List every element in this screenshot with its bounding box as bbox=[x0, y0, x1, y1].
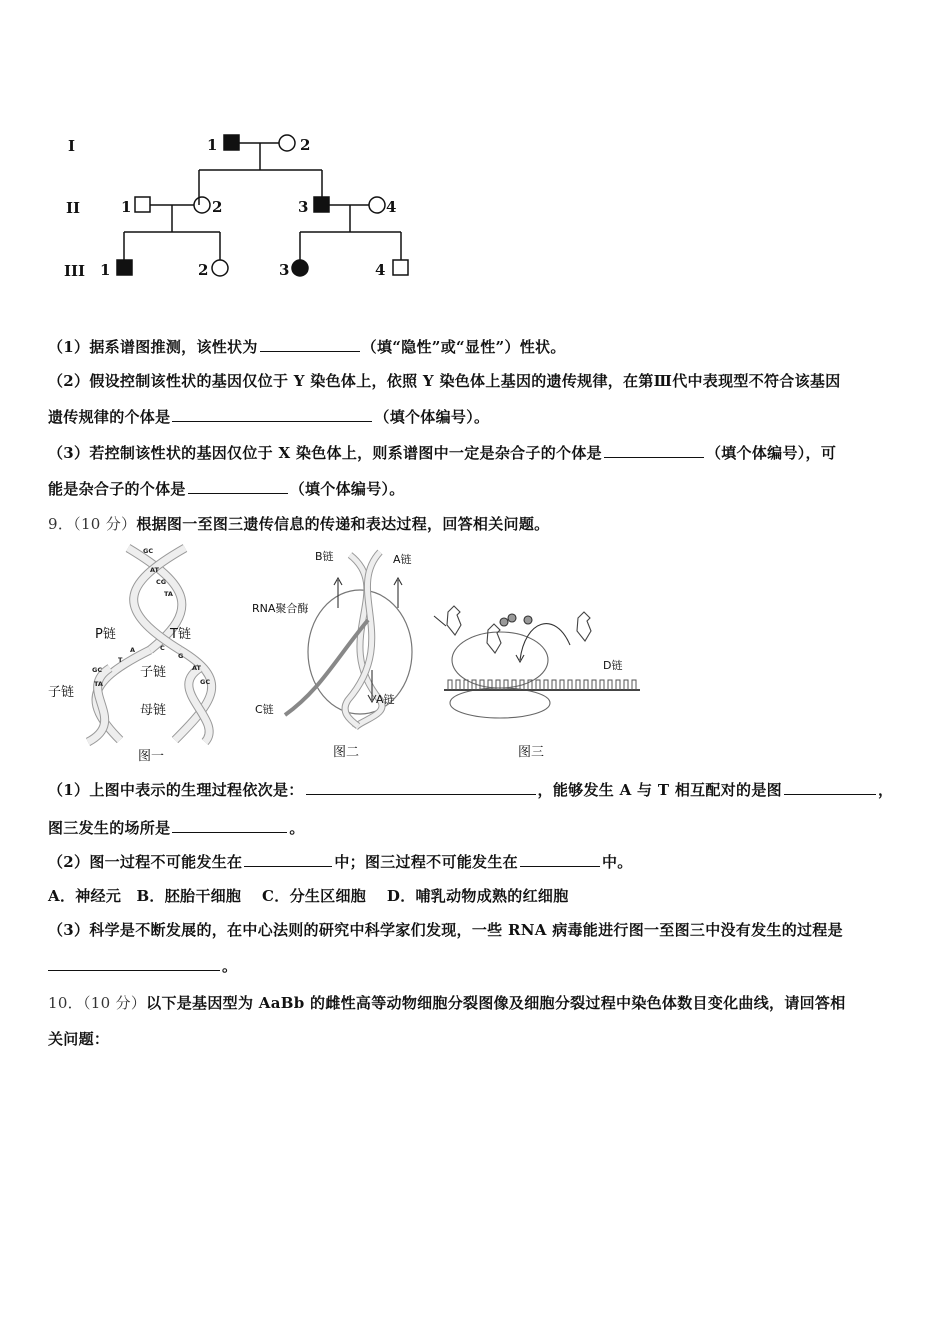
fig1-pair-8: GC bbox=[200, 678, 211, 686]
fig1-p-chain-label: P链 bbox=[95, 627, 116, 642]
fig1-base-a: A bbox=[130, 646, 136, 654]
q8-part3-mid: （填个体编号），可 bbox=[705, 444, 837, 462]
q9-part2-blank-2[interactable] bbox=[520, 852, 600, 867]
amino-acid-3 bbox=[524, 616, 532, 624]
q9-title: 根据图一至图三遗传信息的传递和表达过程，回答相关问题。 bbox=[136, 515, 550, 533]
figure-2-transcription bbox=[252, 549, 412, 760]
q10-number: 10．（10 分） bbox=[48, 994, 147, 1012]
q8-part1-blank[interactable] bbox=[260, 337, 360, 352]
q8-part3-suffix: （填个体编号）。 bbox=[289, 480, 405, 498]
q9-part2-suffix: 中。 bbox=[601, 853, 633, 871]
codon-teeth bbox=[448, 680, 636, 690]
gen3-male-4 bbox=[393, 260, 408, 275]
fig2-c-chain-label: C链 bbox=[255, 703, 274, 716]
q9-part3-line1 bbox=[48, 919, 843, 940]
q8-part3-text: （3）若控制该性状的基因仅位于 X 染色体上，则系谱图中一定是杂合子的个体是 bbox=[48, 444, 602, 462]
gen2-num-3: 3 bbox=[298, 198, 309, 216]
gen3-num-3: 3 bbox=[279, 261, 290, 279]
gen3-num-2: 2 bbox=[198, 261, 209, 279]
fig1-pair-3: CG bbox=[156, 578, 167, 586]
q8-part2-line2 bbox=[48, 406, 489, 427]
gen1-female-2 bbox=[279, 135, 295, 151]
trna-left bbox=[447, 606, 461, 635]
q8-part1 bbox=[48, 336, 566, 357]
gen2-female-2 bbox=[194, 197, 210, 213]
q10-text-cont: 关问题： bbox=[48, 1030, 110, 1048]
gen3-female-2 bbox=[212, 260, 228, 276]
q9-options bbox=[48, 885, 569, 906]
q9-part1-period: 。 bbox=[289, 819, 305, 837]
trna-middle bbox=[487, 624, 501, 653]
q8-part2-prefix: 遗传规律的个体是 bbox=[48, 408, 171, 426]
gen1-num-1: 1 bbox=[207, 136, 218, 154]
gen2-male-3-affected bbox=[314, 197, 329, 212]
fig1-daughter-chain-label: 子链 bbox=[140, 665, 167, 680]
amino-acid-1 bbox=[500, 618, 508, 626]
fig2-a-chain-top-label: A链 bbox=[393, 553, 412, 566]
q9-options-text: A．神经元 B．胚胎干细胞 C．分生区细胞 D．哺乳动物成熟的红细胞 bbox=[48, 887, 569, 905]
gen2-num-4: 4 bbox=[386, 198, 397, 216]
gen2-female-4 bbox=[369, 197, 385, 213]
gen1-num-2: 2 bbox=[300, 136, 311, 154]
generation-label-2: II bbox=[66, 199, 81, 217]
q9-part1-line2 bbox=[48, 817, 305, 838]
q9-part3-line2 bbox=[48, 955, 237, 976]
q9-part1-line1 bbox=[48, 779, 893, 800]
trna-right bbox=[577, 612, 591, 641]
fig1-pair-2: AT bbox=[150, 566, 159, 574]
gen3-num-1: 1 bbox=[100, 261, 111, 279]
fig1-pair-1: GC bbox=[143, 547, 154, 555]
fig1-pair-7: AT bbox=[192, 664, 201, 672]
fig1-pair-4: TA bbox=[164, 590, 173, 598]
fig1-base-t: T bbox=[118, 656, 123, 664]
figure-1-dna-replication bbox=[48, 547, 212, 764]
q9-part1-comma: ， bbox=[877, 781, 894, 799]
amino-acid-2 bbox=[508, 614, 516, 622]
gen3-num-4: 4 bbox=[375, 261, 386, 279]
q8-part2-line1 bbox=[48, 370, 841, 391]
gen3-female-3-affected bbox=[292, 260, 308, 276]
q8-part3-blank-2[interactable] bbox=[188, 479, 288, 494]
q8-part1-text: （1）据系谱图推测，该性状为 bbox=[48, 338, 258, 356]
fig1-pair-6: TA bbox=[94, 680, 103, 688]
generation-label-1: I bbox=[68, 137, 76, 155]
q8-part2-text: （2）假设控制该性状的基因仅位于 Y 染色体上，依照 Y 染色体上基因的遗传规律，在第Ⅲ代中表现型不符合该基因 bbox=[48, 372, 841, 390]
fig1-mother-chain-label: 母链 bbox=[140, 703, 167, 718]
q10-text: 以下是基因型为 AaBb 的雌性高等动物细胞分裂图像及细胞分裂过程中染色体数目变化曲线，请回答相 bbox=[146, 994, 846, 1012]
q8-part2-suffix: （填个体编号）。 bbox=[374, 408, 490, 426]
fig3-caption: 图三 bbox=[518, 745, 545, 760]
ribosome-small-subunit bbox=[450, 688, 550, 718]
fig1-daughter-chain-left-label: 子链 bbox=[48, 685, 75, 700]
fig3-d-chain-label: D链 bbox=[603, 659, 623, 672]
q10-line2 bbox=[48, 1028, 109, 1049]
q9-part1-mid: ，能够发生 A 与 T 相互配对的是图 bbox=[537, 781, 782, 799]
q9-heading bbox=[48, 513, 549, 534]
q9-part1-site-text: 图三发生的场所是 bbox=[48, 819, 171, 837]
q9-part2-text: （2）图一过程不可能发生在 bbox=[48, 853, 243, 871]
gen2-male-1 bbox=[135, 197, 150, 212]
gen2-num-1: 1 bbox=[121, 198, 132, 216]
fig2-caption: 图二 bbox=[333, 745, 360, 760]
gen2-num-2: 2 bbox=[212, 198, 223, 216]
q9-part2-mid: 中；图三过程不可能发生在 bbox=[334, 853, 518, 871]
q8-part3-blank-1[interactable] bbox=[604, 443, 704, 458]
q9-part1-text: （1）上图中表示的生理过程依次是： bbox=[48, 781, 304, 799]
q9-part1-blank-3[interactable] bbox=[172, 818, 287, 833]
fig2-a-chain-bottom-label: A链 bbox=[376, 693, 395, 706]
q9-part3-blank[interactable] bbox=[48, 956, 220, 971]
q8-part2-blank[interactable] bbox=[172, 407, 372, 422]
fig1-t-chain-label: T链 bbox=[170, 627, 191, 642]
q9-part2 bbox=[48, 851, 633, 872]
q9-part3-period: 。 bbox=[222, 957, 238, 975]
pedigree-chart bbox=[64, 135, 408, 280]
fig1-caption: 图一 bbox=[138, 749, 165, 764]
q9-part1-blank-1[interactable] bbox=[306, 780, 536, 795]
q8-part3-line1 bbox=[48, 442, 836, 463]
gen1-male-1-affected bbox=[224, 135, 239, 150]
q8-part1-suffix: （填“隐性”或“显性”）性状。 bbox=[361, 338, 566, 356]
q9-number: 9．（10 分） bbox=[48, 515, 137, 533]
q9-part3-text: （3）科学是不断发展的，在中心法则的研究中科学家们发现，一些 RNA 病毒能进行图一至图三中没有发生的过程是 bbox=[48, 921, 843, 939]
fig2-b-chain-label: B链 bbox=[315, 550, 334, 563]
fig1-pair-5: GC bbox=[92, 666, 103, 674]
fig1-base-c: C bbox=[160, 644, 165, 652]
q10-line1 bbox=[48, 992, 846, 1013]
gen3-male-1-affected bbox=[117, 260, 132, 275]
figure-3-translation bbox=[434, 606, 640, 760]
q8-part3-line2 bbox=[48, 478, 405, 499]
generation-label-3: III bbox=[64, 262, 86, 280]
fig1-base-g: G bbox=[178, 652, 184, 660]
q9-part2-blank-1[interactable] bbox=[244, 852, 332, 867]
fig2-rna-polymerase-label: RNA聚合酶 bbox=[252, 602, 309, 615]
q8-part3-prefix: 能是杂合子的个体是 bbox=[48, 480, 186, 498]
q9-part1-blank-2[interactable] bbox=[784, 780, 876, 795]
